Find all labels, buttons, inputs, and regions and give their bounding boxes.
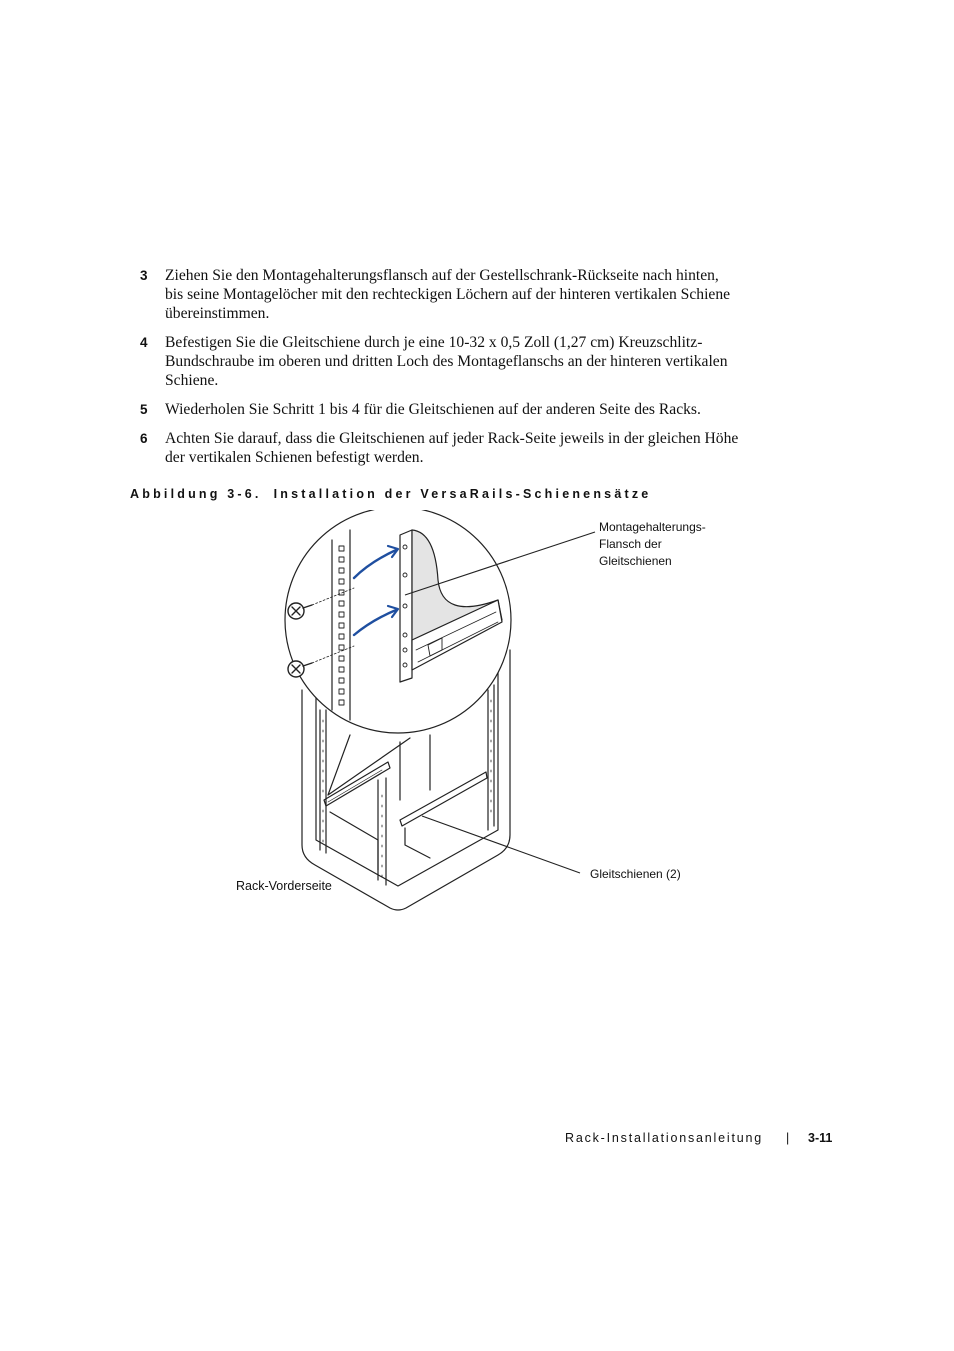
footer-separator: |: [786, 1131, 790, 1145]
magnifier-wedge: [328, 735, 410, 795]
rear-rail-left: [400, 735, 430, 800]
rear-rail-right: [488, 685, 494, 830]
step-4: [140, 333, 740, 391]
slide-rail-right: [400, 772, 487, 826]
step-number: 3: [140, 268, 148, 283]
mounting-flange: [400, 530, 412, 682]
callout-rack-front: Rack-Vorderseite: [236, 879, 332, 893]
rack-illustration: [270, 510, 700, 915]
step-text: Wiederholen Sie Schritt 1 bis 4 für die Gleitschienen auf der anderen Seite des Racks.: [165, 401, 701, 418]
callout-flange: [599, 519, 706, 570]
callout-flange-line-1: Montagehalterungs-: [599, 520, 706, 534]
step-text: Ziehen Sie den Montagehalterungsflansch auf der Gestellschrank-Rückseite nach hinten, bis seine Montagelöcher mit den rechteckigen Löchern auf der hinteren vertikalen Schiene übereinstimmen.: [165, 267, 731, 323]
figure-caption: [130, 487, 651, 501]
figure-caption-title: Installation der VersaRails-Schienensätze: [273, 487, 652, 501]
step-text: Achten Sie darauf, dass die Gleitschienen auf jeder Rack-Seite jeweils in der gleichen Höhe der vertikalen Schienen befestigt werden.: [165, 430, 739, 467]
step-3: [140, 266, 740, 324]
page-number: 3-11: [808, 1131, 833, 1145]
step-number: 4: [140, 335, 148, 350]
step-5: [140, 400, 740, 419]
step-number: 5: [140, 402, 148, 417]
callout-flange-line-2: Flansch der: [599, 537, 662, 551]
figure-caption-label: Abbildung 3-6.: [130, 487, 262, 501]
callout-rails: Gleitschienen (2): [590, 867, 681, 881]
front-rail-right: [378, 778, 386, 885]
leader-rails: [422, 816, 580, 873]
step-number: 6: [140, 431, 148, 446]
step-6: [140, 429, 740, 467]
footer-section: Rack-Installationsanleitung: [565, 1131, 763, 1145]
step-text: Befestigen Sie die Gleitschiene durch je eine 10-32 x 0,5 Zoll (1,27 cm) Kreuzschlitz-Bundschraube im oberen und dritten Loch des Montageflanschs an der hinteren vertikalen Schiene.: [165, 334, 728, 390]
callout-flange-line-3: Gleitschienen: [599, 554, 672, 568]
slide-rail-left: [324, 762, 390, 806]
